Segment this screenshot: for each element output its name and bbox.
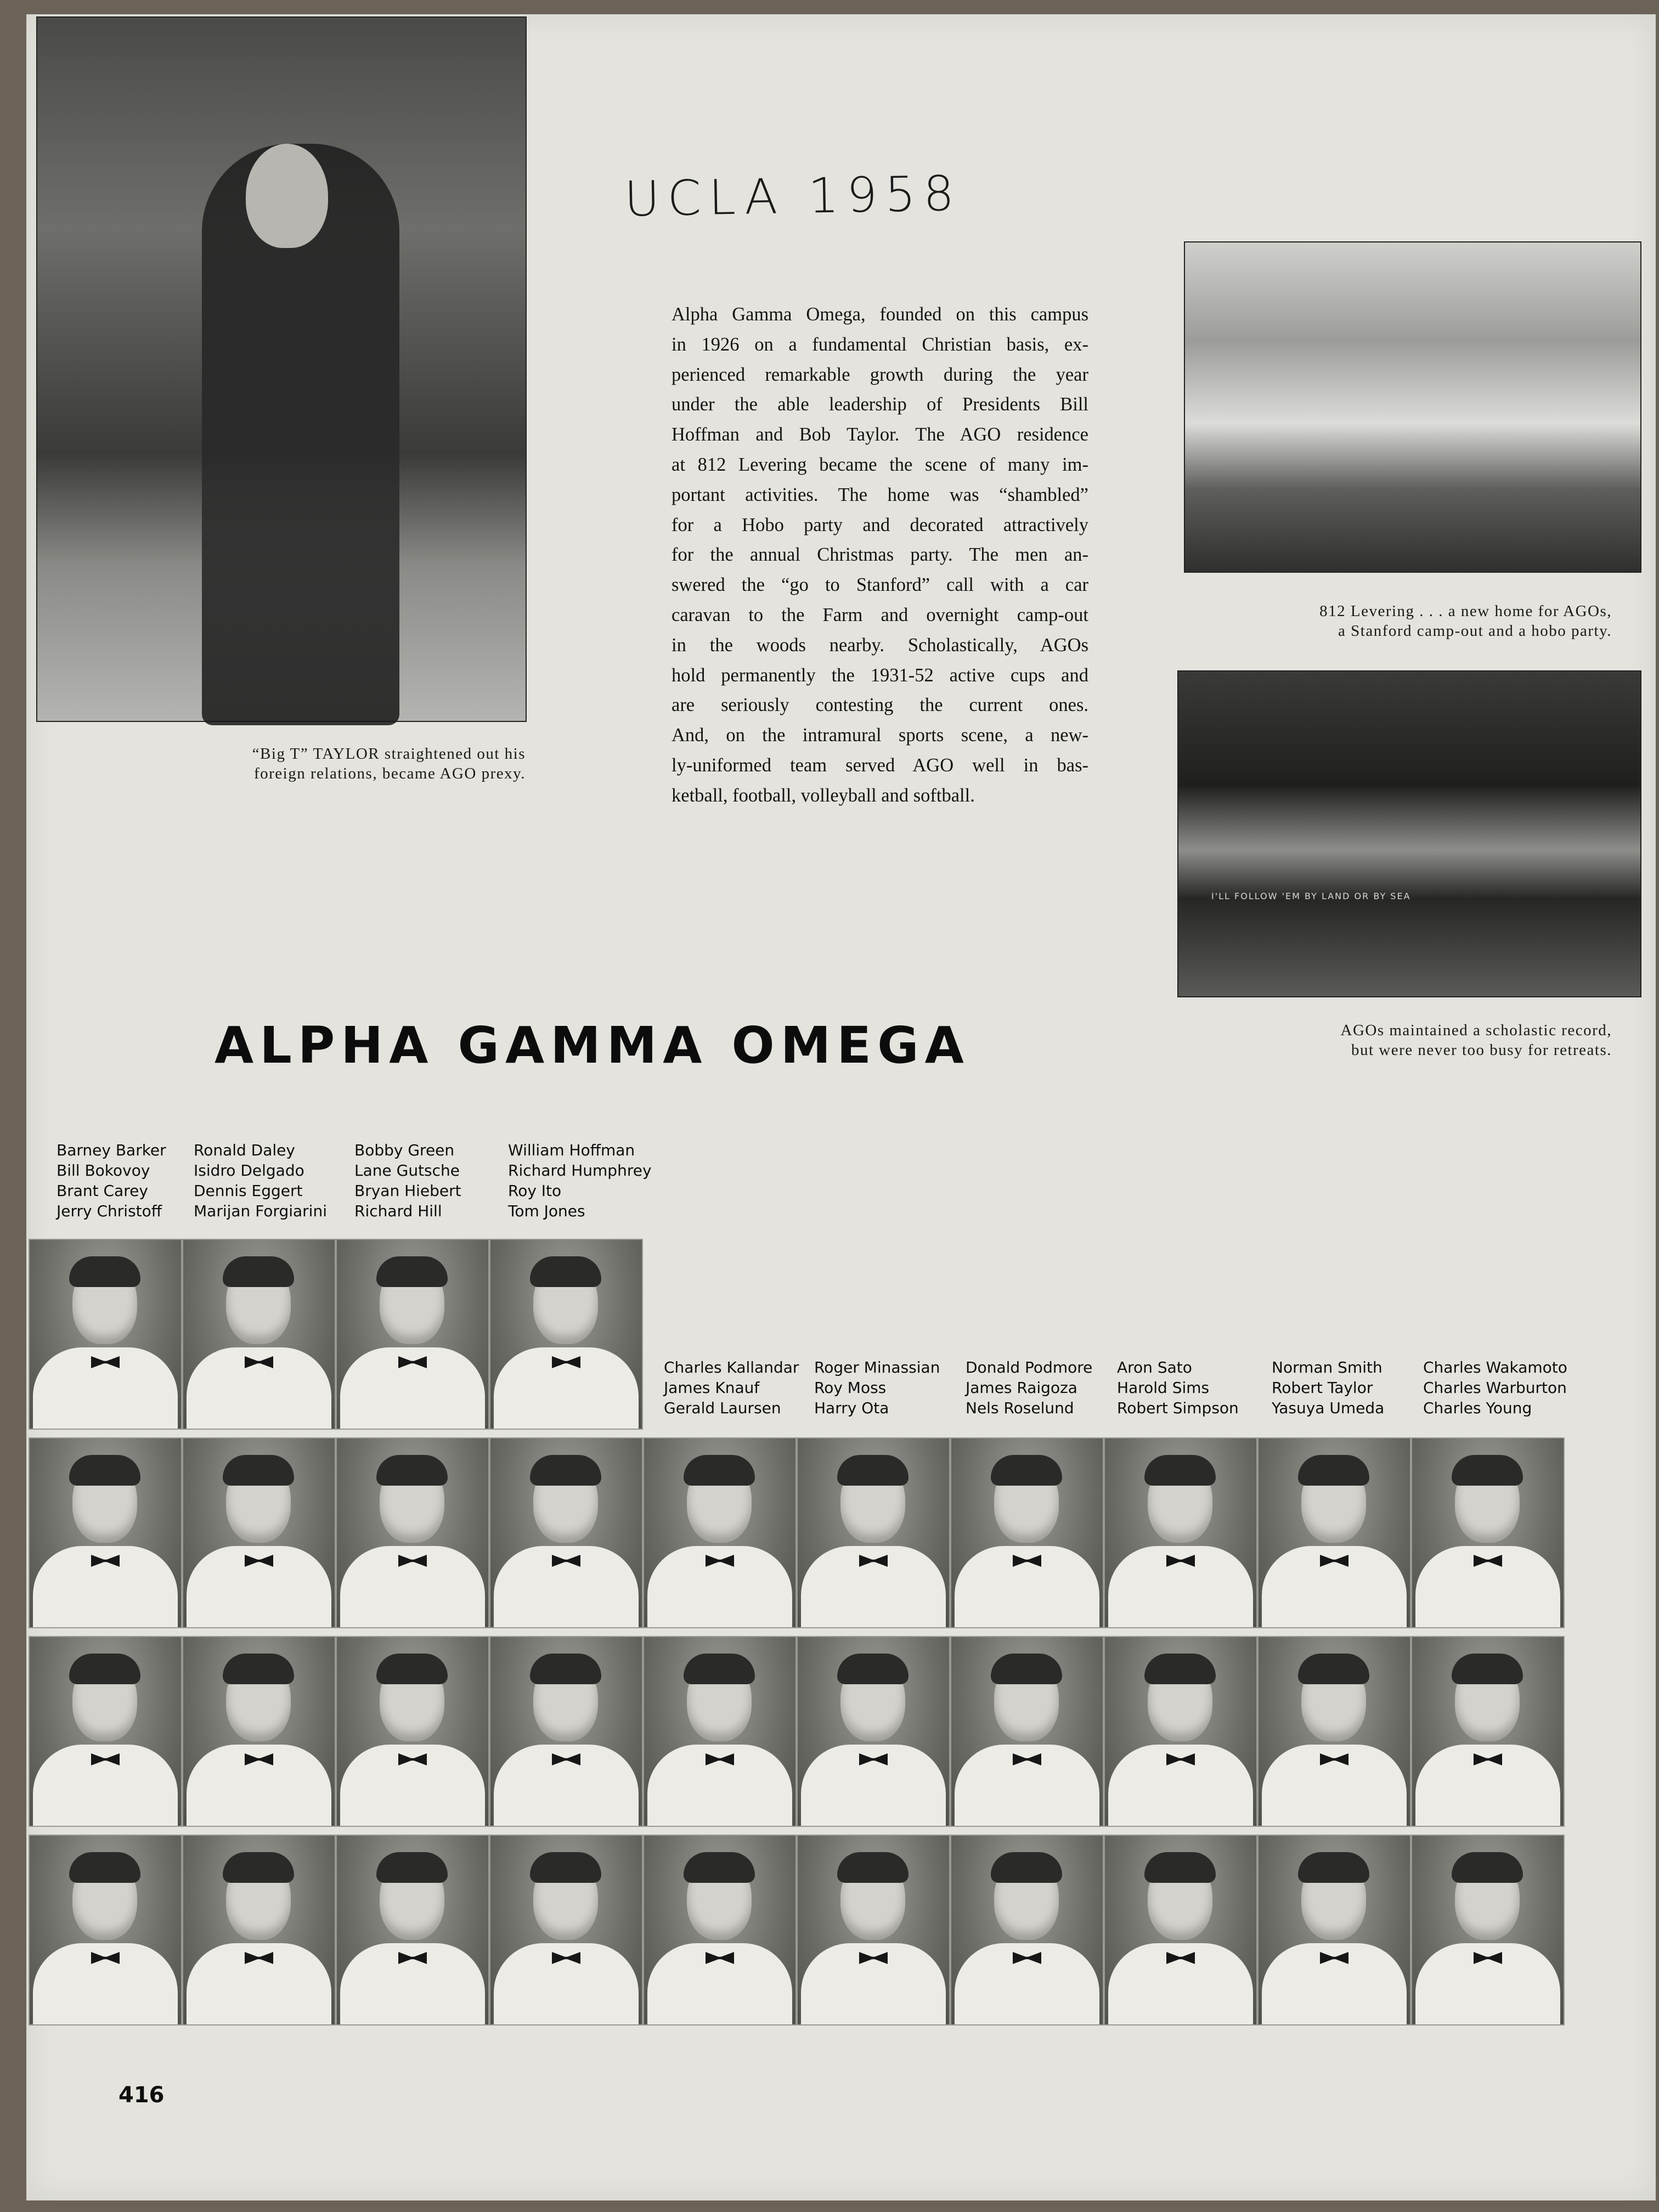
member-portrait xyxy=(29,1636,182,1827)
portrait-jacket xyxy=(340,1347,485,1430)
member-portrait xyxy=(1257,1835,1411,2025)
portrait-jacket xyxy=(187,1546,331,1628)
portrait-jacket xyxy=(647,1943,792,2025)
article-text xyxy=(672,300,1088,811)
handwritten-note: UCLA 1958 xyxy=(624,165,962,228)
portrait-hair xyxy=(69,1852,140,1883)
portrait-jacket xyxy=(1262,1745,1407,1827)
member-portrait xyxy=(29,1437,182,1628)
portrait-hair xyxy=(1452,1654,1523,1684)
article-line: in the woods nearby. Scholastically, AGOs xyxy=(672,634,1088,656)
camp-caption: AGOs maintained a scholastic record, but were never too busy for retreats. xyxy=(1340,1022,1612,1059)
article-line: ly-uniformed team served AGO well in bas- xyxy=(672,754,1088,776)
article-line: for a Hobo party and decorated attractively xyxy=(672,514,1088,535)
member-portrait xyxy=(182,1239,336,1430)
member-portrait xyxy=(1257,1437,1411,1628)
article-line: at 812 Levering became the scene of many im- xyxy=(672,454,1088,475)
portrait-jacket xyxy=(33,1347,178,1430)
member-portrait xyxy=(1411,1636,1565,1827)
portrait-jacket xyxy=(1108,1546,1253,1628)
portrait-jacket xyxy=(955,1745,1099,1827)
member-portrait xyxy=(643,1636,797,1827)
portrait-hair xyxy=(837,1852,909,1883)
portrait-jacket xyxy=(340,1546,485,1628)
fraternity-title: ALPHA GAMMA OMEGA xyxy=(215,1016,970,1075)
member-portrait xyxy=(182,1437,336,1628)
member-portrait xyxy=(489,1239,643,1430)
article-line: in 1926 on a fundamental Christian basis, ex- xyxy=(672,334,1088,355)
levering-house-photo xyxy=(1184,241,1641,573)
portrait-hair xyxy=(530,1455,601,1486)
portrait-hair xyxy=(684,1852,755,1883)
portrait-hair xyxy=(376,1455,448,1486)
portrait-hair xyxy=(1144,1455,1216,1486)
portrait-hair xyxy=(530,1852,601,1883)
house-caption: 812 Levering . . . a new home for AGOs, a Stanford camp-out and a hobo party. xyxy=(1319,602,1612,640)
member-portrait xyxy=(29,1835,182,2025)
member-portrait xyxy=(950,1437,1104,1628)
article-line: for the annual Christmas party. The men an- xyxy=(672,544,1088,566)
portrait-jacket xyxy=(340,1745,485,1827)
portrait-jacket xyxy=(801,1546,946,1628)
portrait-hair xyxy=(684,1455,755,1486)
portrait-hair xyxy=(1452,1455,1523,1486)
article-line: are seriously contesting the current ones. xyxy=(672,695,1088,716)
portrait-jacket xyxy=(494,1347,639,1430)
roster-col-10: Charles Wakamoto Charles Warburton Charles Young xyxy=(1423,1358,1567,1417)
portrait-jacket xyxy=(1415,1943,1560,2025)
member-portrait xyxy=(182,1636,336,1827)
portrait-hair xyxy=(1144,1654,1216,1684)
portrait-jacket xyxy=(494,1943,639,2025)
roster-col-1: Barney Barker Bill Bokovoy Brant Carey Jerry Christoff xyxy=(57,1141,166,1220)
member-portrait xyxy=(489,1835,643,2025)
member-portrait xyxy=(950,1835,1104,2025)
article-line: hold permanently the 1931-52 active cups and xyxy=(672,664,1088,686)
taylor-photo xyxy=(36,16,527,722)
member-portrait xyxy=(489,1636,643,1827)
portrait-jacket xyxy=(1262,1546,1407,1628)
portrait-hair xyxy=(991,1852,1062,1883)
article-line: portant activities. The home was “shambled” xyxy=(672,484,1088,505)
member-portrait xyxy=(336,1835,489,2025)
article-line: under the able leadership of Presidents Bill xyxy=(672,394,1088,415)
roster-col-4: William Hoffman Richard Humphrey Roy Ito Tom Jones xyxy=(508,1141,652,1220)
portrait-hair xyxy=(223,1455,294,1486)
portrait-hair xyxy=(1452,1852,1523,1883)
member-portrait xyxy=(336,1636,489,1827)
yearbook-page xyxy=(26,14,1656,2200)
portrait-hair xyxy=(223,1256,294,1287)
portrait-hair xyxy=(376,1256,448,1287)
portrait-hair xyxy=(223,1852,294,1883)
article-line: caravan to the Farm and overnight camp-out xyxy=(672,604,1088,625)
member-portrait xyxy=(643,1437,797,1628)
portrait-jacket xyxy=(187,1347,331,1430)
portrait-hair xyxy=(1144,1852,1216,1883)
portrait-jacket xyxy=(801,1745,946,1827)
portrait-hair xyxy=(991,1455,1062,1486)
student-head xyxy=(246,144,328,248)
roster-col-5: Charles Kallandar James Knauf Gerald Laursen xyxy=(664,1358,799,1417)
portrait-hair xyxy=(1298,1852,1369,1883)
portrait-hair xyxy=(376,1852,448,1883)
member-portrait xyxy=(950,1636,1104,1827)
portrait-jacket xyxy=(33,1745,178,1827)
portrait-hair xyxy=(69,1654,140,1684)
portrait-jacket xyxy=(494,1546,639,1628)
article-line: ketball, football, volleyball and softball. xyxy=(672,785,975,806)
portrait-hair xyxy=(837,1455,909,1486)
portrait-jacket xyxy=(955,1546,1099,1628)
article-line: perienced remarkable growth during the year xyxy=(672,364,1088,385)
member-portrait xyxy=(643,1835,797,2025)
portrait-hair xyxy=(376,1654,448,1684)
article-line: And, on the intramural sports scene, a new- xyxy=(672,725,1088,746)
car-slogan: I'LL FOLLOW 'EM BY LAND OR BY SEA xyxy=(1211,891,1411,901)
article-line: Alpha Gamma Omega, founded on this campus xyxy=(672,304,1088,325)
portrait-jacket xyxy=(647,1546,792,1628)
member-portrait xyxy=(797,1636,950,1827)
member-portrait xyxy=(797,1835,950,2025)
roster-col-3: Bobby Green Lane Gutsche Bryan Hiebert Richard Hill xyxy=(354,1141,461,1220)
portrait-hair xyxy=(837,1654,909,1684)
portrait-hair xyxy=(69,1256,140,1287)
portrait-jacket xyxy=(955,1943,1099,2025)
portrait-jacket xyxy=(340,1943,485,2025)
portrait-jacket xyxy=(187,1943,331,2025)
portrait-hair xyxy=(991,1654,1062,1684)
member-portrait xyxy=(1104,1835,1257,2025)
portrait-jacket xyxy=(1415,1546,1560,1628)
portrait-jacket xyxy=(33,1943,178,2025)
roster-col-7: Donald Podmore James Raigoza Nels Roselund xyxy=(966,1358,1093,1417)
article-line: swered the “go to Stanford” call with a car xyxy=(672,574,1088,596)
taylor-caption: “Big T” TAYLOR straightened out his foreign relations, became AGO prexy. xyxy=(252,745,526,782)
roster-col-6: Roger Minassian Roy Moss Harry Ota xyxy=(814,1358,940,1417)
portrait-jacket xyxy=(187,1745,331,1827)
portrait-jacket xyxy=(1108,1943,1253,2025)
member-portrait xyxy=(1104,1437,1257,1628)
portrait-hair xyxy=(1298,1455,1369,1486)
portrait-hair xyxy=(684,1654,755,1684)
roster-col-2: Ronald Daley Isidro Delgado Dennis Eggert Marijan Forgiarini xyxy=(194,1141,327,1220)
member-portrait xyxy=(29,1239,182,1430)
member-portrait xyxy=(1257,1636,1411,1827)
portrait-hair xyxy=(530,1256,601,1287)
roster-col-8: Aron Sato Harold Sims Robert Simpson xyxy=(1117,1358,1239,1417)
portrait-hair xyxy=(530,1654,601,1684)
member-portrait xyxy=(1411,1835,1565,2025)
portrait-hair xyxy=(1298,1654,1369,1684)
member-portrait xyxy=(182,1835,336,2025)
portrait-jacket xyxy=(1415,1745,1560,1827)
portrait-jacket xyxy=(647,1745,792,1827)
member-portrait xyxy=(489,1437,643,1628)
portrait-hair xyxy=(223,1654,294,1684)
roster-col-9: Norman Smith Robert Taylor Yasuya Umeda xyxy=(1272,1358,1385,1417)
portrait-jacket xyxy=(33,1546,178,1628)
portrait-hair xyxy=(69,1455,140,1486)
member-portrait xyxy=(1411,1437,1565,1628)
portrait-jacket xyxy=(1108,1745,1253,1827)
member-portrait xyxy=(336,1239,489,1430)
portrait-jacket xyxy=(494,1745,639,1827)
article-line: Hoffman and Bob Taylor. The AGO residence xyxy=(672,424,1088,445)
portrait-jacket xyxy=(1262,1943,1407,2025)
campout-photo xyxy=(1177,670,1641,997)
member-portrait xyxy=(336,1437,489,1628)
member-portrait xyxy=(1104,1636,1257,1827)
member-portrait xyxy=(797,1437,950,1628)
portrait-jacket xyxy=(801,1943,946,2025)
page-number: 416 xyxy=(119,2083,165,2108)
